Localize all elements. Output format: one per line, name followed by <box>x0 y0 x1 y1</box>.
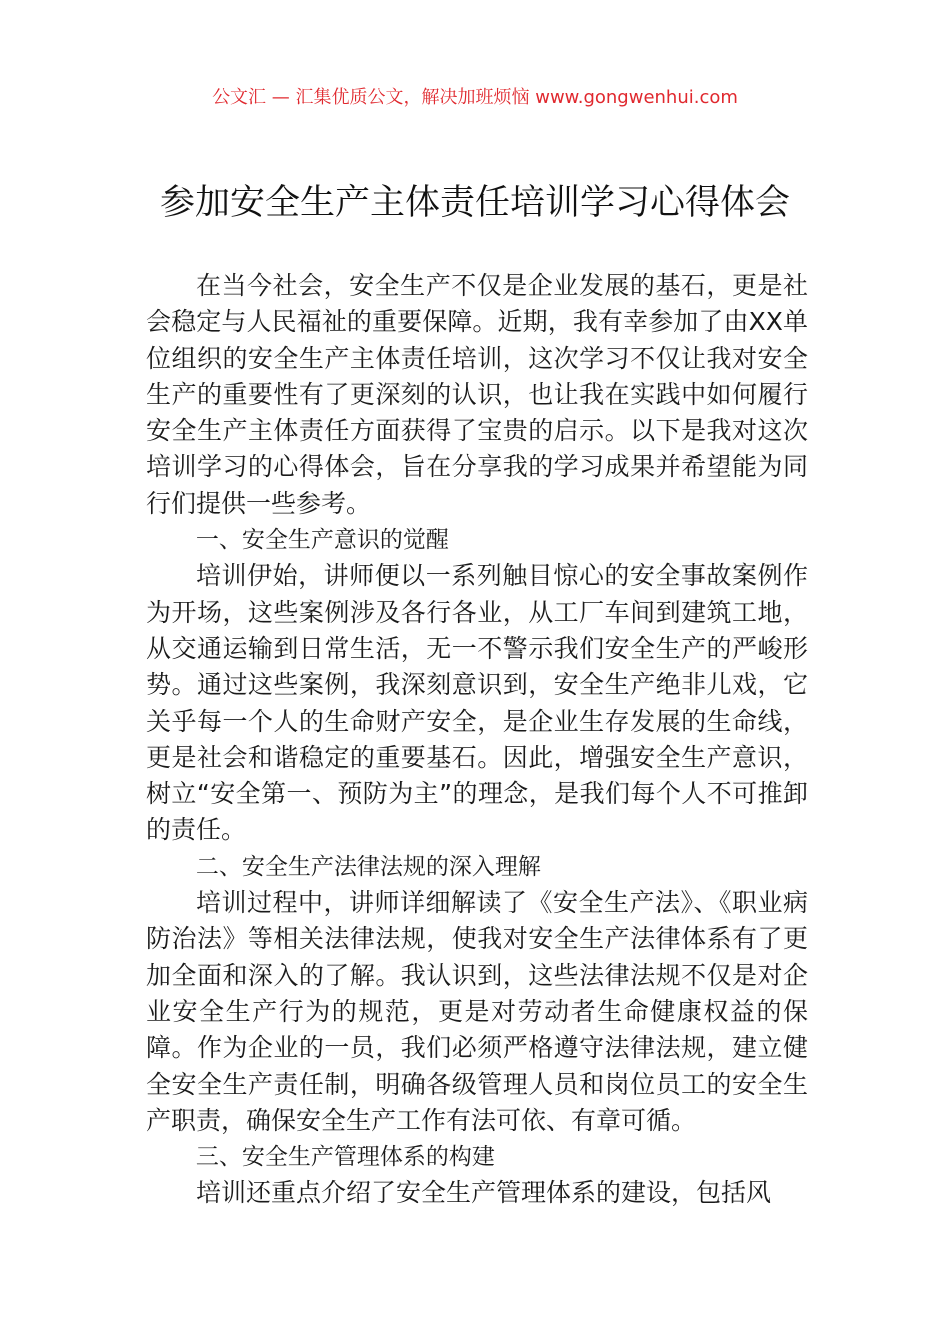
header-banner: 公文汇 — 汇集优质公文，解决加班烦恼 www.gongwenhui.com <box>212 87 738 108</box>
section-paragraph-3: 培训还重点介绍了安全生产管理体系的建设，包括风 <box>196 1178 772 1208</box>
document-title: 参加安全生产主体责任培训学习心得体会 <box>159 183 790 223</box>
section-heading-3: 三、安全生产管理体系的构建 <box>195 1144 495 1171</box>
intro-paragraph: 在当今社会，安全生产不仅是企业发展的基石，更是社会稳定与人民福祉的重要保障。近期，我有幸参加了由XX单位组织的安全生产主体责任培训，这次学习不仅让我对安全生产的重要性有了更深刻的认识，也让我在实践中如何履行安全生产主体责任方面获得了宝贵的启示。以下是我对这次培训学习的心得体会，旨在分享我的学习成果并希望能为同行们提供一些参考。 <box>146 271 808 518</box>
section-paragraph-1: 培训伊始，讲师便以一系列触目惊心的安全事故案例作为开场，这些案例涉及各行各业，从工厂车间到建筑工地，从交通运输到日常生活，无一不警示我们安全生产的严峻形势。通过这些案例，我深刻意识到，安全生产绝非儿戏，它关乎每一个人的生命财产安全，是企业生存发展的生命线，更是社会和谐稳定的重要基石。因此，增强安全生产意识，树立“安全第一、预防为主”的理念，是我们每个人不可推卸的责任。 <box>146 561 808 845</box>
section-heading-2: 二、安全生产法律法规的深入理解 <box>195 853 541 880</box>
section-heading-1: 一、安全生产意识的觉醒 <box>195 527 449 554</box>
section-paragraph-2: 培训过程中，讲师详细解读了《安全生产法》、《职业病防治法》等相关法律法规，使我对安全生产法律体系有了更加全面和深入的了解。我认识到，这些法律法规不仅是对企业安全生产行为的规范，更是对劳动者生命健康权益的保障。作为企业的一员，我们必须严格遵守法律法规，建立健全安全生产责任制，明确各级管理人员和岗位员工的安全生产职责，确保安全生产工作有法可依、有章可循。 <box>146 888 808 1135</box>
document-body <box>146 268 808 1212</box>
